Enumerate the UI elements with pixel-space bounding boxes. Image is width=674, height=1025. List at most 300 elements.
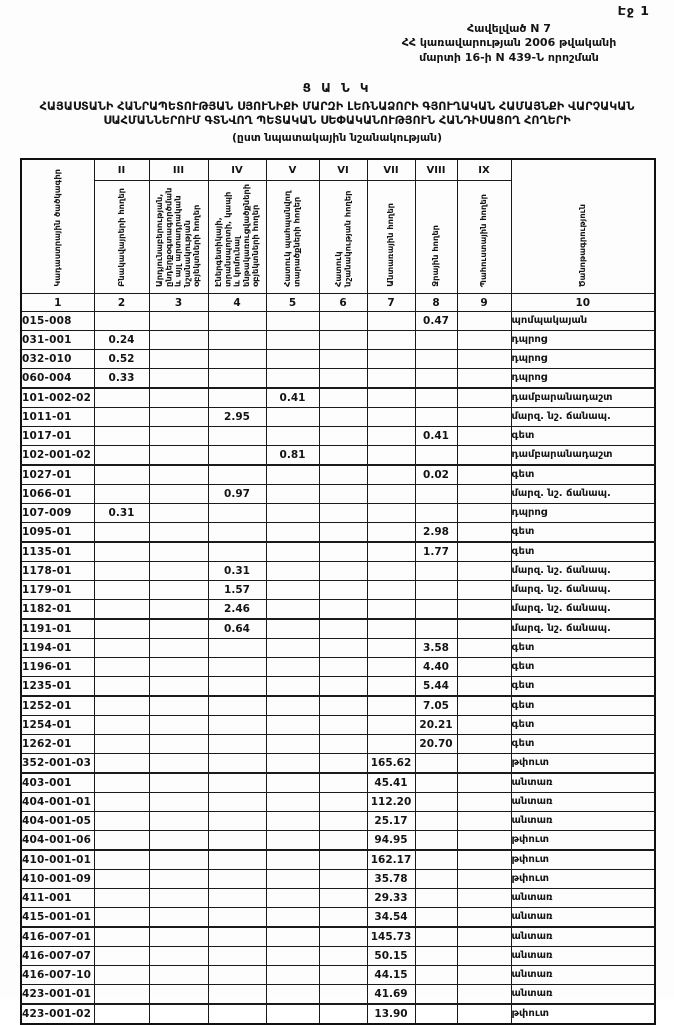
value-cell xyxy=(149,562,208,581)
value-cell xyxy=(319,639,367,658)
cadastral-code-cell: 411-001 xyxy=(21,889,94,908)
value-cell xyxy=(319,773,367,793)
value-cell xyxy=(149,793,208,812)
value-cell xyxy=(457,581,511,600)
value-cell xyxy=(367,446,415,466)
value-cell xyxy=(367,312,415,331)
table-row xyxy=(21,716,655,735)
value-cell: 20.70 xyxy=(415,735,457,754)
value-cell xyxy=(208,889,266,908)
cadastral-code-cell: 416-007-10 xyxy=(21,966,94,985)
title-block xyxy=(0,81,674,144)
value-cell xyxy=(266,985,319,1005)
value-cell xyxy=(208,927,266,947)
value-cell xyxy=(94,562,149,581)
table-row xyxy=(21,889,655,908)
value-cell xyxy=(149,446,208,466)
column-number-cell: 8 xyxy=(415,294,457,312)
note-cell: գետ xyxy=(511,677,655,697)
value-cell xyxy=(319,927,367,947)
value-cell xyxy=(415,562,457,581)
value-cell xyxy=(415,504,457,523)
value-cell xyxy=(149,485,208,504)
value-cell xyxy=(266,754,319,774)
value-cell xyxy=(266,504,319,523)
value-cell xyxy=(367,542,415,562)
value-cell xyxy=(149,312,208,331)
value-cell xyxy=(208,658,266,677)
value-cell xyxy=(208,735,266,754)
column-header-cell xyxy=(208,181,266,294)
value-cell: 0.31 xyxy=(94,504,149,523)
value-cell xyxy=(266,600,319,620)
value-cell xyxy=(367,350,415,369)
value-cell xyxy=(457,773,511,793)
value-cell xyxy=(319,523,367,543)
table-row xyxy=(21,465,655,485)
value-cell: 0.47 xyxy=(415,312,457,331)
column-number-row xyxy=(21,294,655,312)
value-cell: 0.33 xyxy=(94,369,149,389)
table-row xyxy=(21,350,655,369)
value-cell xyxy=(94,600,149,620)
value-cell xyxy=(319,850,367,870)
value-cell xyxy=(94,446,149,466)
value-cell xyxy=(367,619,415,639)
value-cell xyxy=(208,312,266,331)
value-cell xyxy=(457,427,511,446)
value-cell xyxy=(149,600,208,620)
value-cell: 0.41 xyxy=(266,388,319,408)
value-cell xyxy=(415,1004,457,1024)
table-row xyxy=(21,735,655,754)
value-cell: 7.05 xyxy=(415,696,457,716)
value-cell xyxy=(319,465,367,485)
value-cell: 0.24 xyxy=(94,331,149,350)
value-cell xyxy=(319,735,367,754)
value-cell xyxy=(149,523,208,543)
note-cell: դպրոց xyxy=(511,350,655,369)
note-cell: դամբարանադաշտ xyxy=(511,446,655,466)
value-cell xyxy=(415,985,457,1005)
value-cell: 0.52 xyxy=(94,350,149,369)
column-number-cell: 4 xyxy=(208,294,266,312)
value-cell xyxy=(208,639,266,658)
value-cell xyxy=(457,985,511,1005)
cadastral-code-cell: 1182-01 xyxy=(21,600,94,620)
value-cell xyxy=(94,870,149,889)
value-cell xyxy=(457,504,511,523)
value-cell xyxy=(266,696,319,716)
value-cell xyxy=(415,812,457,831)
value-cell xyxy=(457,619,511,639)
value-cell xyxy=(367,581,415,600)
value-cell xyxy=(319,542,367,562)
value-cell xyxy=(149,388,208,408)
value-cell xyxy=(208,1004,266,1024)
note-cell: թփուտ xyxy=(511,1004,655,1024)
value-cell xyxy=(266,312,319,331)
value-cell xyxy=(149,850,208,870)
value-cell xyxy=(415,619,457,639)
value-cell: 0.81 xyxy=(266,446,319,466)
value-cell xyxy=(457,542,511,562)
value-cell xyxy=(208,446,266,466)
column-header-vertical-label: Հատուկ պահպանվող տարածքների հողեր xyxy=(282,190,302,288)
value-cell xyxy=(415,908,457,928)
value-cell: 45.41 xyxy=(367,773,415,793)
table-row xyxy=(21,1004,655,1024)
value-cell xyxy=(149,831,208,851)
value-cell xyxy=(149,716,208,735)
note-cell: մարզ. նշ. ճանապ. xyxy=(511,581,655,600)
cadastral-code-cell: 352-001-03 xyxy=(21,754,94,774)
value-cell xyxy=(457,850,511,870)
roman-numeral-cell: VI xyxy=(319,159,367,181)
value-cell xyxy=(149,658,208,677)
cadastral-code-cell: 1179-01 xyxy=(21,581,94,600)
value-cell xyxy=(266,542,319,562)
value-cell xyxy=(319,947,367,966)
value-cell xyxy=(415,966,457,985)
value-cell xyxy=(149,1004,208,1024)
value-cell: 34.54 xyxy=(367,908,415,928)
cadastral-code-cell: 015-008 xyxy=(21,312,94,331)
cadastral-code-cell: 1135-01 xyxy=(21,542,94,562)
value-cell xyxy=(149,966,208,985)
notes-vertical-label: Ծանոթագրություն xyxy=(577,204,588,288)
value-cell xyxy=(94,312,149,331)
value-cell xyxy=(94,754,149,774)
cadastral-code-cell: 415-001-01 xyxy=(21,908,94,928)
note-cell: անտառ xyxy=(511,985,655,1005)
value-cell: 0.02 xyxy=(415,465,457,485)
note-cell: անտառ xyxy=(511,927,655,947)
value-cell xyxy=(94,485,149,504)
column-header-notes xyxy=(511,159,655,294)
value-cell xyxy=(149,350,208,369)
value-cell xyxy=(149,408,208,427)
cadastral-code-vertical-label: Կադաստրային ծածկագիր xyxy=(52,169,63,288)
value-cell xyxy=(208,850,266,870)
value-cell xyxy=(415,408,457,427)
value-cell xyxy=(457,677,511,697)
value-cell xyxy=(94,465,149,485)
value-cell xyxy=(457,408,511,427)
cadastral-code-cell: 1017-01 xyxy=(21,427,94,446)
value-cell xyxy=(266,812,319,831)
note-cell: անտառ xyxy=(511,773,655,793)
value-cell xyxy=(457,485,511,504)
value-cell xyxy=(415,331,457,350)
cadastral-code-cell: 1254-01 xyxy=(21,716,94,735)
value-cell xyxy=(208,870,266,889)
column-number-cell: 2 xyxy=(94,294,149,312)
table-row xyxy=(21,831,655,851)
value-cell xyxy=(208,696,266,716)
value-cell xyxy=(367,465,415,485)
table-row xyxy=(21,908,655,928)
column-header-cell xyxy=(367,181,415,294)
value-cell xyxy=(149,908,208,928)
value-cell xyxy=(266,831,319,851)
column-number-cell: 1 xyxy=(21,294,94,312)
value-cell xyxy=(319,485,367,504)
table-row xyxy=(21,677,655,697)
value-cell xyxy=(266,639,319,658)
value-cell xyxy=(266,562,319,581)
value-cell xyxy=(208,523,266,543)
note-cell: գետ xyxy=(511,639,655,658)
cadastral-code-cell: 1194-01 xyxy=(21,639,94,658)
value-cell xyxy=(266,716,319,735)
value-cell xyxy=(415,446,457,466)
roman-numeral-cell: II xyxy=(94,159,149,181)
value-cell xyxy=(266,408,319,427)
value-cell xyxy=(319,600,367,620)
value-cell xyxy=(94,427,149,446)
value-cell xyxy=(457,908,511,928)
value-cell xyxy=(94,850,149,870)
value-cell xyxy=(149,504,208,523)
value-cell xyxy=(94,812,149,831)
value-cell: 162.17 xyxy=(367,850,415,870)
value-cell xyxy=(266,870,319,889)
table-row xyxy=(21,658,655,677)
value-cell xyxy=(208,427,266,446)
value-cell xyxy=(367,696,415,716)
value-cell xyxy=(319,658,367,677)
cadastral-code-cell: 1095-01 xyxy=(21,523,94,543)
value-cell xyxy=(266,793,319,812)
value-cell xyxy=(415,350,457,369)
table-row xyxy=(21,542,655,562)
cadastral-code-cell: 404-001-05 xyxy=(21,812,94,831)
cadastral-code-cell: 1252-01 xyxy=(21,696,94,716)
value-cell: 4.40 xyxy=(415,658,457,677)
cadastral-code-cell: 1262-01 xyxy=(21,735,94,754)
value-cell xyxy=(149,427,208,446)
table-row xyxy=(21,947,655,966)
value-cell xyxy=(319,793,367,812)
cadastral-code-cell: 031-001 xyxy=(21,331,94,350)
value-cell xyxy=(266,658,319,677)
value-cell xyxy=(149,465,208,485)
value-cell xyxy=(94,947,149,966)
value-cell xyxy=(208,985,266,1005)
table-row xyxy=(21,388,655,408)
value-cell xyxy=(457,600,511,620)
appendix-line-2: ՀՀ կառավարության 2006 թվականի xyxy=(401,36,617,50)
note-cell: գետ xyxy=(511,658,655,677)
value-cell xyxy=(94,1004,149,1024)
value-cell xyxy=(266,350,319,369)
value-cell xyxy=(266,947,319,966)
value-cell xyxy=(208,388,266,408)
value-cell xyxy=(457,350,511,369)
value-cell xyxy=(319,831,367,851)
value-cell xyxy=(415,581,457,600)
table-row xyxy=(21,408,655,427)
value-cell xyxy=(266,523,319,543)
note-cell: թփուտ xyxy=(511,754,655,774)
value-cell xyxy=(94,735,149,754)
value-cell xyxy=(319,446,367,466)
cadastral-code-cell: 1235-01 xyxy=(21,677,94,697)
value-cell xyxy=(266,677,319,697)
value-cell: 0.64 xyxy=(208,619,266,639)
value-cell xyxy=(208,812,266,831)
column-header-vertical-label: Հատուկ նշանակության հողեր xyxy=(332,190,352,288)
note-cell: մարզ. նշ. ճանապ. xyxy=(511,619,655,639)
value-cell xyxy=(457,870,511,889)
column-header-vertical-label: Արդյունաբերության, ընդերքօգտագործման և այլ արտադրական նշանակության օբյեկտների հողեր xyxy=(154,187,202,288)
cadastral-code-cell: 1191-01 xyxy=(21,619,94,639)
page-number: Էջ 1 xyxy=(617,3,650,18)
value-cell xyxy=(367,562,415,581)
value-cell xyxy=(149,677,208,697)
value-cell xyxy=(367,677,415,697)
column-header-vertical-label: Ջրային հողեր xyxy=(430,225,441,288)
value-cell xyxy=(367,523,415,543)
value-cell: 44.15 xyxy=(367,966,415,985)
value-cell xyxy=(319,408,367,427)
table-row xyxy=(21,562,655,581)
appendix-line-1: Հավելված N 7 xyxy=(467,22,551,35)
value-cell xyxy=(208,504,266,523)
roman-numeral-cell: VIII xyxy=(415,159,457,181)
table-row xyxy=(21,966,655,985)
value-cell xyxy=(319,966,367,985)
column-number-cell: 6 xyxy=(319,294,367,312)
value-cell xyxy=(208,350,266,369)
value-cell xyxy=(367,716,415,735)
table-row xyxy=(21,773,655,793)
value-cell: 25.17 xyxy=(367,812,415,831)
cadastral-code-cell: 410-001-01 xyxy=(21,850,94,870)
value-cell xyxy=(149,619,208,639)
value-cell xyxy=(266,369,319,389)
value-cell xyxy=(367,735,415,754)
value-cell xyxy=(208,542,266,562)
value-cell: 0.31 xyxy=(208,562,266,581)
table-row xyxy=(21,446,655,466)
value-cell xyxy=(266,735,319,754)
table-row xyxy=(21,619,655,639)
roman-row xyxy=(21,159,655,181)
value-cell xyxy=(367,658,415,677)
value-cell xyxy=(319,350,367,369)
column-header-cell xyxy=(415,181,457,294)
table-row xyxy=(21,696,655,716)
note-cell: գետ xyxy=(511,542,655,562)
value-cell xyxy=(319,716,367,735)
table-row xyxy=(21,639,655,658)
value-cell xyxy=(457,793,511,812)
value-cell xyxy=(94,773,149,793)
value-cell xyxy=(415,773,457,793)
value-cell xyxy=(149,870,208,889)
value-cell xyxy=(208,773,266,793)
table-body xyxy=(21,312,655,1025)
value-cell xyxy=(457,639,511,658)
column-header-vertical-label: Էներգետիկայի, տրանսպորտի, կապի և կոմունալ ենթակառուցվածքների օբյեկտների հողեր xyxy=(212,183,260,288)
cadastral-code-cell: 1196-01 xyxy=(21,658,94,677)
value-cell xyxy=(457,312,511,331)
value-cell xyxy=(208,966,266,985)
value-cell: 5.44 xyxy=(415,677,457,697)
note-cell: մարզ. նշ. ճանապ. xyxy=(511,562,655,581)
value-cell xyxy=(457,754,511,774)
value-cell xyxy=(208,754,266,774)
value-cell xyxy=(367,485,415,504)
note-cell: գետ xyxy=(511,523,655,543)
value-cell xyxy=(94,966,149,985)
table-row xyxy=(21,754,655,774)
value-cell xyxy=(94,658,149,677)
value-cell xyxy=(415,831,457,851)
note-cell: մարզ. նշ. ճանապ. xyxy=(511,600,655,620)
value-cell xyxy=(208,677,266,697)
value-cell xyxy=(149,889,208,908)
value-cell xyxy=(149,947,208,966)
value-cell xyxy=(149,639,208,658)
roman-numeral-cell: VII xyxy=(367,159,415,181)
value-cell: 2.46 xyxy=(208,600,266,620)
value-cell xyxy=(319,312,367,331)
value-cell: 3.58 xyxy=(415,639,457,658)
value-cell: 41.69 xyxy=(367,985,415,1005)
value-cell xyxy=(208,465,266,485)
value-cell xyxy=(319,870,367,889)
cadastral-code-cell: 404-001-06 xyxy=(21,831,94,851)
table-row xyxy=(21,581,655,600)
value-cell xyxy=(319,1004,367,1024)
value-cell xyxy=(266,889,319,908)
column-header-cell xyxy=(457,181,511,294)
value-cell: 29.33 xyxy=(367,889,415,908)
value-cell xyxy=(208,369,266,389)
value-cell xyxy=(457,831,511,851)
value-cell xyxy=(415,600,457,620)
value-cell xyxy=(457,369,511,389)
value-cell xyxy=(94,619,149,639)
column-number-cell: 7 xyxy=(367,294,415,312)
value-cell xyxy=(415,369,457,389)
value-cell: 2.95 xyxy=(208,408,266,427)
note-cell: մարզ. նշ. ճանապ. xyxy=(511,408,655,427)
value-cell xyxy=(94,677,149,697)
value-cell xyxy=(266,927,319,947)
column-header-cell xyxy=(319,181,367,294)
value-cell xyxy=(319,331,367,350)
value-cell xyxy=(319,388,367,408)
value-cell xyxy=(415,793,457,812)
value-cell xyxy=(208,908,266,928)
cadastral-code-cell: 1066-01 xyxy=(21,485,94,504)
value-cell xyxy=(319,562,367,581)
cadastral-code-cell: 423-001-01 xyxy=(21,985,94,1005)
value-cell xyxy=(266,331,319,350)
value-cell xyxy=(149,735,208,754)
table-row xyxy=(21,331,655,350)
value-cell xyxy=(94,639,149,658)
value-cell xyxy=(457,889,511,908)
cadastral-code-cell: 410-001-09 xyxy=(21,870,94,889)
value-cell xyxy=(415,850,457,870)
roman-numeral-cell: V xyxy=(266,159,319,181)
value-cell xyxy=(94,523,149,543)
